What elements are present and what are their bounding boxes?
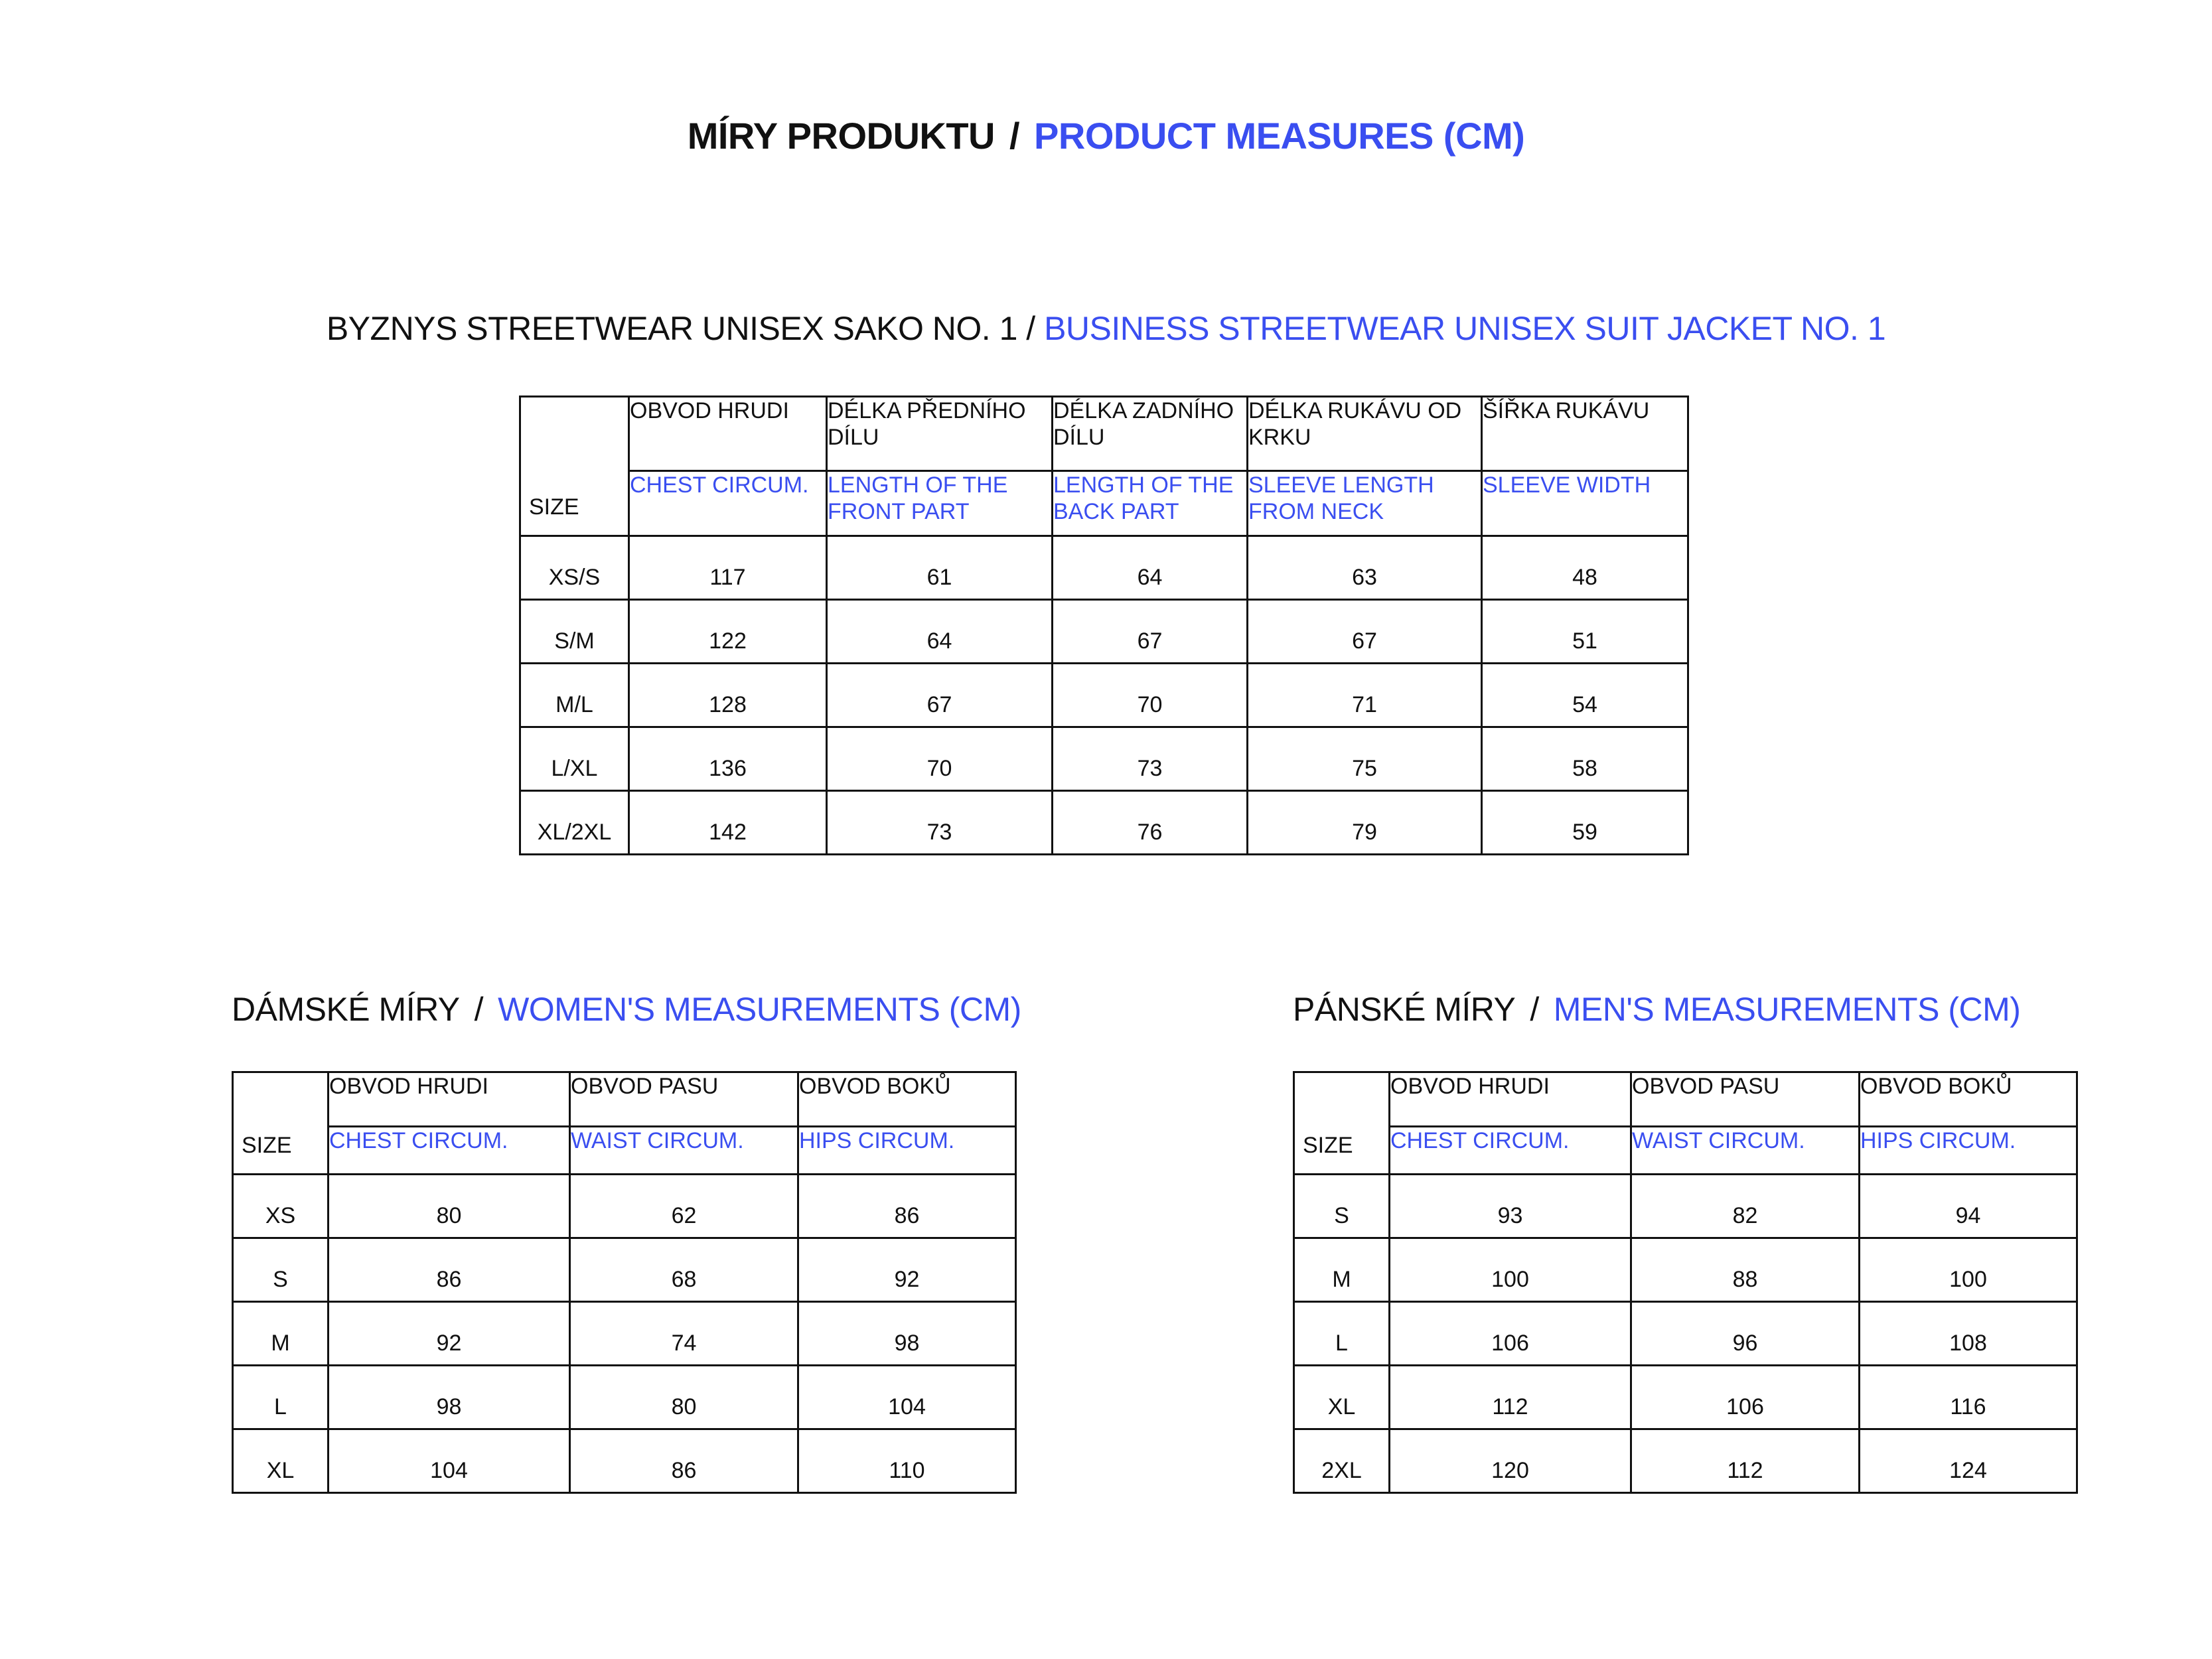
column-header-cz: DÉLKA ZADNÍHO DÍLU <box>1053 397 1248 471</box>
measure-value: 136 <box>629 727 827 791</box>
product-title-en: BUSINESS STREETWEAR UNISEX SUIT JACKET NO. 1 <box>1044 310 1886 347</box>
men-section-title <box>1293 990 2020 1029</box>
measure-value: 112 <box>1631 1429 1860 1493</box>
size-value: XS/S <box>520 536 629 600</box>
jacket-header-row-en <box>520 471 1688 536</box>
column-header-en: LENGTH OF THE FRONT PART <box>827 471 1053 536</box>
column-header-cz: ŠÍŘKA RUKÁVU <box>1482 397 1688 471</box>
column-header-en: WAIST CIRCUM. <box>570 1127 798 1175</box>
measure-value: 82 <box>1631 1175 1860 1238</box>
measure-value: 120 <box>1390 1429 1631 1493</box>
men-header-row-cz <box>1294 1072 2077 1127</box>
size-value: XL <box>1294 1366 1390 1429</box>
table-row <box>1294 1302 2077 1366</box>
table-row <box>520 600 1688 664</box>
jacket-measures-table <box>519 396 1689 855</box>
measure-value: 94 <box>1860 1175 2077 1238</box>
measure-value: 70 <box>1053 664 1248 727</box>
women-title-cz: DÁMSKÉ MÍRY <box>232 991 460 1028</box>
table-row <box>233 1238 1016 1302</box>
measure-value: 59 <box>1482 791 1688 855</box>
women-title-en: WOMEN'S MEASUREMENTS (CM) <box>498 991 1021 1028</box>
size-value: L <box>1294 1302 1390 1366</box>
measure-value: 92 <box>798 1238 1016 1302</box>
measure-value: 54 <box>1482 664 1688 727</box>
size-value: L <box>233 1366 329 1429</box>
measure-value: 116 <box>1860 1366 2077 1429</box>
table-row <box>233 1429 1016 1493</box>
men-measures-table <box>1293 1071 2078 1494</box>
column-header-cz: OBVOD HRUDI <box>1390 1072 1631 1127</box>
size-value: XL/2XL <box>520 791 629 855</box>
table-row <box>1294 1175 2077 1238</box>
column-header-en: HIPS CIRCUM. <box>798 1127 1016 1175</box>
size-value: M <box>1294 1238 1390 1302</box>
men-title-en: MEN'S MEASUREMENTS (CM) <box>1553 991 2021 1028</box>
measure-value: 100 <box>1390 1238 1631 1302</box>
measure-value: 73 <box>827 791 1053 855</box>
column-header-en: CHEST CIRCUM. <box>629 471 827 536</box>
measure-value: 108 <box>1860 1302 2077 1366</box>
measure-value: 64 <box>1053 536 1248 600</box>
table-row <box>520 791 1688 855</box>
measure-value: 70 <box>827 727 1053 791</box>
measure-value: 92 <box>329 1302 570 1366</box>
measure-value: 58 <box>1482 727 1688 791</box>
column-header-cz: OBVOD BOKŮ <box>1860 1072 2077 1127</box>
column-header-cz: OBVOD HRUDI <box>629 397 827 471</box>
measure-value: 48 <box>1482 536 1688 600</box>
measure-value: 124 <box>1860 1429 2077 1493</box>
column-header-cz: OBVOD PASU <box>1631 1072 1860 1127</box>
size-value: M/L <box>520 664 629 727</box>
measure-value: 75 <box>1248 727 1482 791</box>
measure-value: 106 <box>1631 1366 1860 1429</box>
measure-value: 122 <box>629 600 827 664</box>
measure-value: 51 <box>1482 600 1688 664</box>
measure-value: 106 <box>1390 1302 1631 1366</box>
page-title <box>0 114 2212 157</box>
size-header: SIZE <box>233 1072 329 1175</box>
women-title-separator: / <box>474 991 484 1028</box>
measure-value: 74 <box>570 1302 798 1366</box>
measure-value: 100 <box>1860 1238 2077 1302</box>
measure-value: 68 <box>570 1238 798 1302</box>
table-row <box>1294 1429 2077 1493</box>
measure-value: 67 <box>827 664 1053 727</box>
column-header-en: HIPS CIRCUM. <box>1860 1127 2077 1175</box>
measure-value: 104 <box>798 1366 1016 1429</box>
table-row <box>520 727 1688 791</box>
column-header-en: SLEEVE WIDTH <box>1482 471 1688 536</box>
measure-value: 88 <box>1631 1238 1860 1302</box>
table-row <box>233 1302 1016 1366</box>
measure-value: 61 <box>827 536 1053 600</box>
column-header-en: SLEEVE LENGTH FROM NECK <box>1248 471 1482 536</box>
page-title-en: PRODUCT MEASURES (CM) <box>1034 115 1525 157</box>
women-section-title <box>232 990 1021 1029</box>
measure-value: 117 <box>629 536 827 600</box>
product-title <box>0 309 2212 348</box>
measure-value: 63 <box>1248 536 1482 600</box>
size-value: S <box>1294 1175 1390 1238</box>
measure-value: 79 <box>1248 791 1482 855</box>
measure-value: 67 <box>1053 600 1248 664</box>
column-header-en: CHEST CIRCUM. <box>329 1127 570 1175</box>
women-header-row-en <box>233 1127 1016 1175</box>
column-header-en: CHEST CIRCUM. <box>1390 1127 1631 1175</box>
jacket-header-row-cz <box>520 397 1688 471</box>
product-title-cz: BYZNYS STREETWEAR UNISEX SAKO NO. 1 / <box>326 310 1035 347</box>
measure-value: 62 <box>570 1175 798 1238</box>
table-row <box>233 1175 1016 1238</box>
size-value: XS <box>233 1175 329 1238</box>
measure-value: 73 <box>1053 727 1248 791</box>
men-title-cz: PÁNSKÉ MÍRY <box>1293 991 1516 1028</box>
measure-value: 98 <box>798 1302 1016 1366</box>
men-header-row-en <box>1294 1127 2077 1175</box>
column-header-cz: DÉLKA PŘEDNÍHO DÍLU <box>827 397 1053 471</box>
measure-value: 142 <box>629 791 827 855</box>
table-row <box>520 536 1688 600</box>
women-measures-table <box>232 1071 1017 1494</box>
size-value: L/XL <box>520 727 629 791</box>
measure-value: 71 <box>1248 664 1482 727</box>
size-value: M <box>233 1302 329 1366</box>
column-header-cz: DÉLKA RUKÁVU OD KRKU <box>1248 397 1482 471</box>
women-header-row-cz <box>233 1072 1016 1127</box>
measure-value: 104 <box>329 1429 570 1493</box>
measure-value: 86 <box>329 1238 570 1302</box>
measure-value: 112 <box>1390 1366 1631 1429</box>
measure-value: 98 <box>329 1366 570 1429</box>
table-row <box>1294 1366 2077 1429</box>
table-row <box>1294 1238 2077 1302</box>
size-header: SIZE <box>520 397 629 536</box>
page-title-cz: MÍRY PRODUKTU <box>687 115 995 157</box>
title-separator: / <box>1009 115 1020 157</box>
measure-value: 110 <box>798 1429 1016 1493</box>
measure-value: 128 <box>629 664 827 727</box>
measure-value: 64 <box>827 600 1053 664</box>
size-value: S <box>233 1238 329 1302</box>
measure-value: 86 <box>570 1429 798 1493</box>
table-row <box>520 664 1688 727</box>
measure-value: 67 <box>1248 600 1482 664</box>
measure-value: 93 <box>1390 1175 1631 1238</box>
column-header-en: LENGTH OF THE BACK PART <box>1053 471 1248 536</box>
column-header-cz: OBVOD BOKŮ <box>798 1072 1016 1127</box>
measure-value: 76 <box>1053 791 1248 855</box>
size-value: S/M <box>520 600 629 664</box>
measure-value: 96 <box>1631 1302 1860 1366</box>
size-value: XL <box>233 1429 329 1493</box>
column-header-en: WAIST CIRCUM. <box>1631 1127 1860 1175</box>
column-header-cz: OBVOD PASU <box>570 1072 798 1127</box>
size-header: SIZE <box>1294 1072 1390 1175</box>
measure-value: 86 <box>798 1175 1016 1238</box>
size-value: 2XL <box>1294 1429 1390 1493</box>
column-header-cz: OBVOD HRUDI <box>329 1072 570 1127</box>
measure-value: 80 <box>329 1175 570 1238</box>
men-title-separator: / <box>1530 991 1539 1028</box>
table-row <box>233 1366 1016 1429</box>
measure-value: 80 <box>570 1366 798 1429</box>
